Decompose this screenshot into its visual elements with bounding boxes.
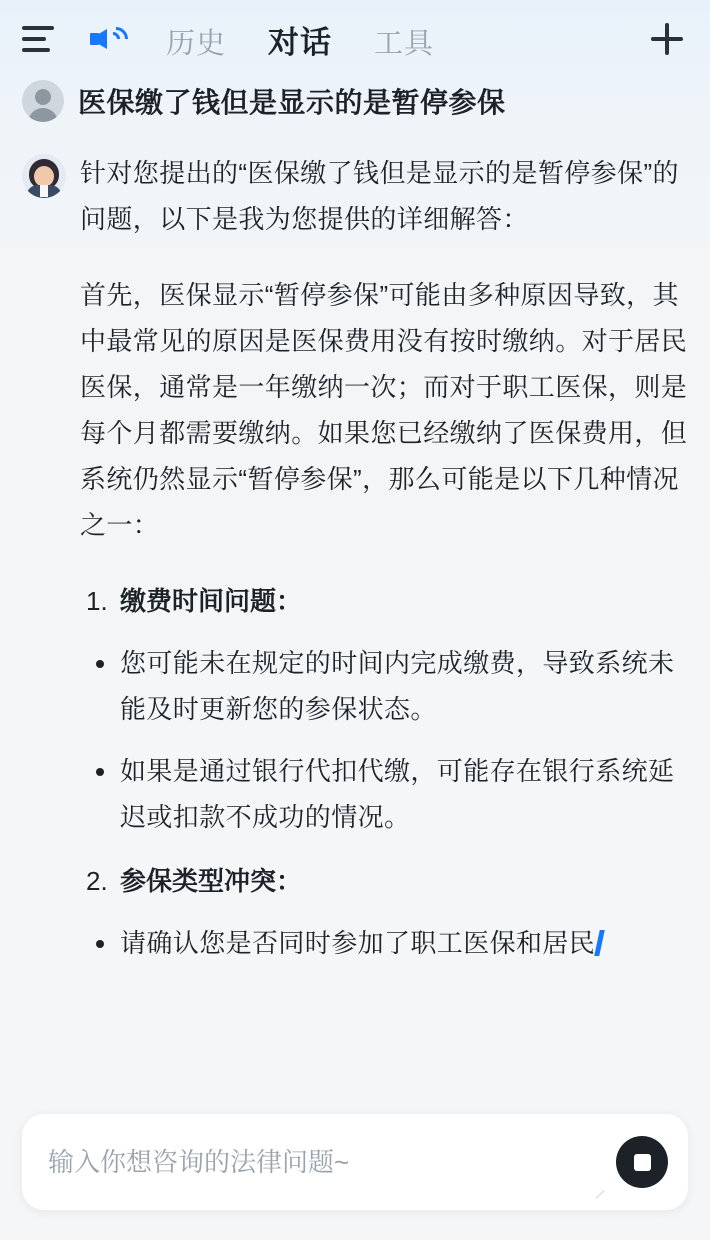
section-bullets [80, 640, 688, 840]
user-message [22, 80, 688, 122]
composer-container [0, 1100, 710, 1240]
assistant-main-paragraph: 首先，医保显示“暂停参保”可能由多种原因导致，其中最常见的原因是医保费用没有按时缴纳。对于居民医保，通常是一年缴纳一次；而对于职工医保，则是每个月都需要缴纳。如果您已经缴纳了医保费用，但系统仍然显示“暂停参保”，那么可能是以下几种情况之一： [80, 280, 688, 540]
section-heading: 参保类型冲突： [120, 866, 303, 896]
stop-square-icon [634, 1154, 651, 1171]
composer[interactable] [22, 1114, 688, 1210]
assistant-intro-paragraph: 针对您提出的“医保缴了钱但是显示的是暂停参保”的问题，以下是我为您提供的详细解答： [80, 158, 679, 234]
streaming-cursor-icon [594, 930, 605, 956]
assistant-section-list [80, 578, 688, 966]
user-message-text: 医保缴了钱但是显示的是暂停参保 [78, 87, 506, 118]
list-item: 如果是通过银行代扣代缴，可能存在银行系统延迟或扣款不成功的情况。 [80, 748, 688, 840]
tab-tools[interactable]: 工具 [374, 27, 435, 60]
app-header [0, 0, 710, 78]
tab-history[interactable]: 历史 [166, 27, 227, 60]
user-avatar [22, 80, 64, 122]
section-bullets [80, 920, 688, 966]
section-heading: 缴费时间问题： [120, 586, 303, 616]
list-item [80, 920, 688, 966]
hamburger-menu-icon[interactable] [22, 19, 62, 59]
assistant-message-body [80, 150, 688, 984]
assistant-message [22, 150, 688, 984]
list-item-text: 请确认您是否同时参加了职工医保和居民 [120, 928, 596, 958]
new-chat-plus-icon[interactable] [646, 18, 688, 60]
assistant-avatar [22, 154, 66, 198]
message-input[interactable] [48, 1147, 616, 1178]
tab-bar [166, 17, 434, 62]
list-item: 您可能未在规定的时间内完成缴费，导致系统未能及时更新您的参保状态。 [80, 640, 688, 732]
tab-chat[interactable]: 对话 [268, 24, 333, 60]
conversation-area [0, 78, 710, 1100]
speaker-on-icon[interactable] [90, 18, 136, 60]
resize-grip-icon[interactable] [594, 1188, 606, 1200]
stop-generating-button[interactable] [616, 1136, 668, 1188]
